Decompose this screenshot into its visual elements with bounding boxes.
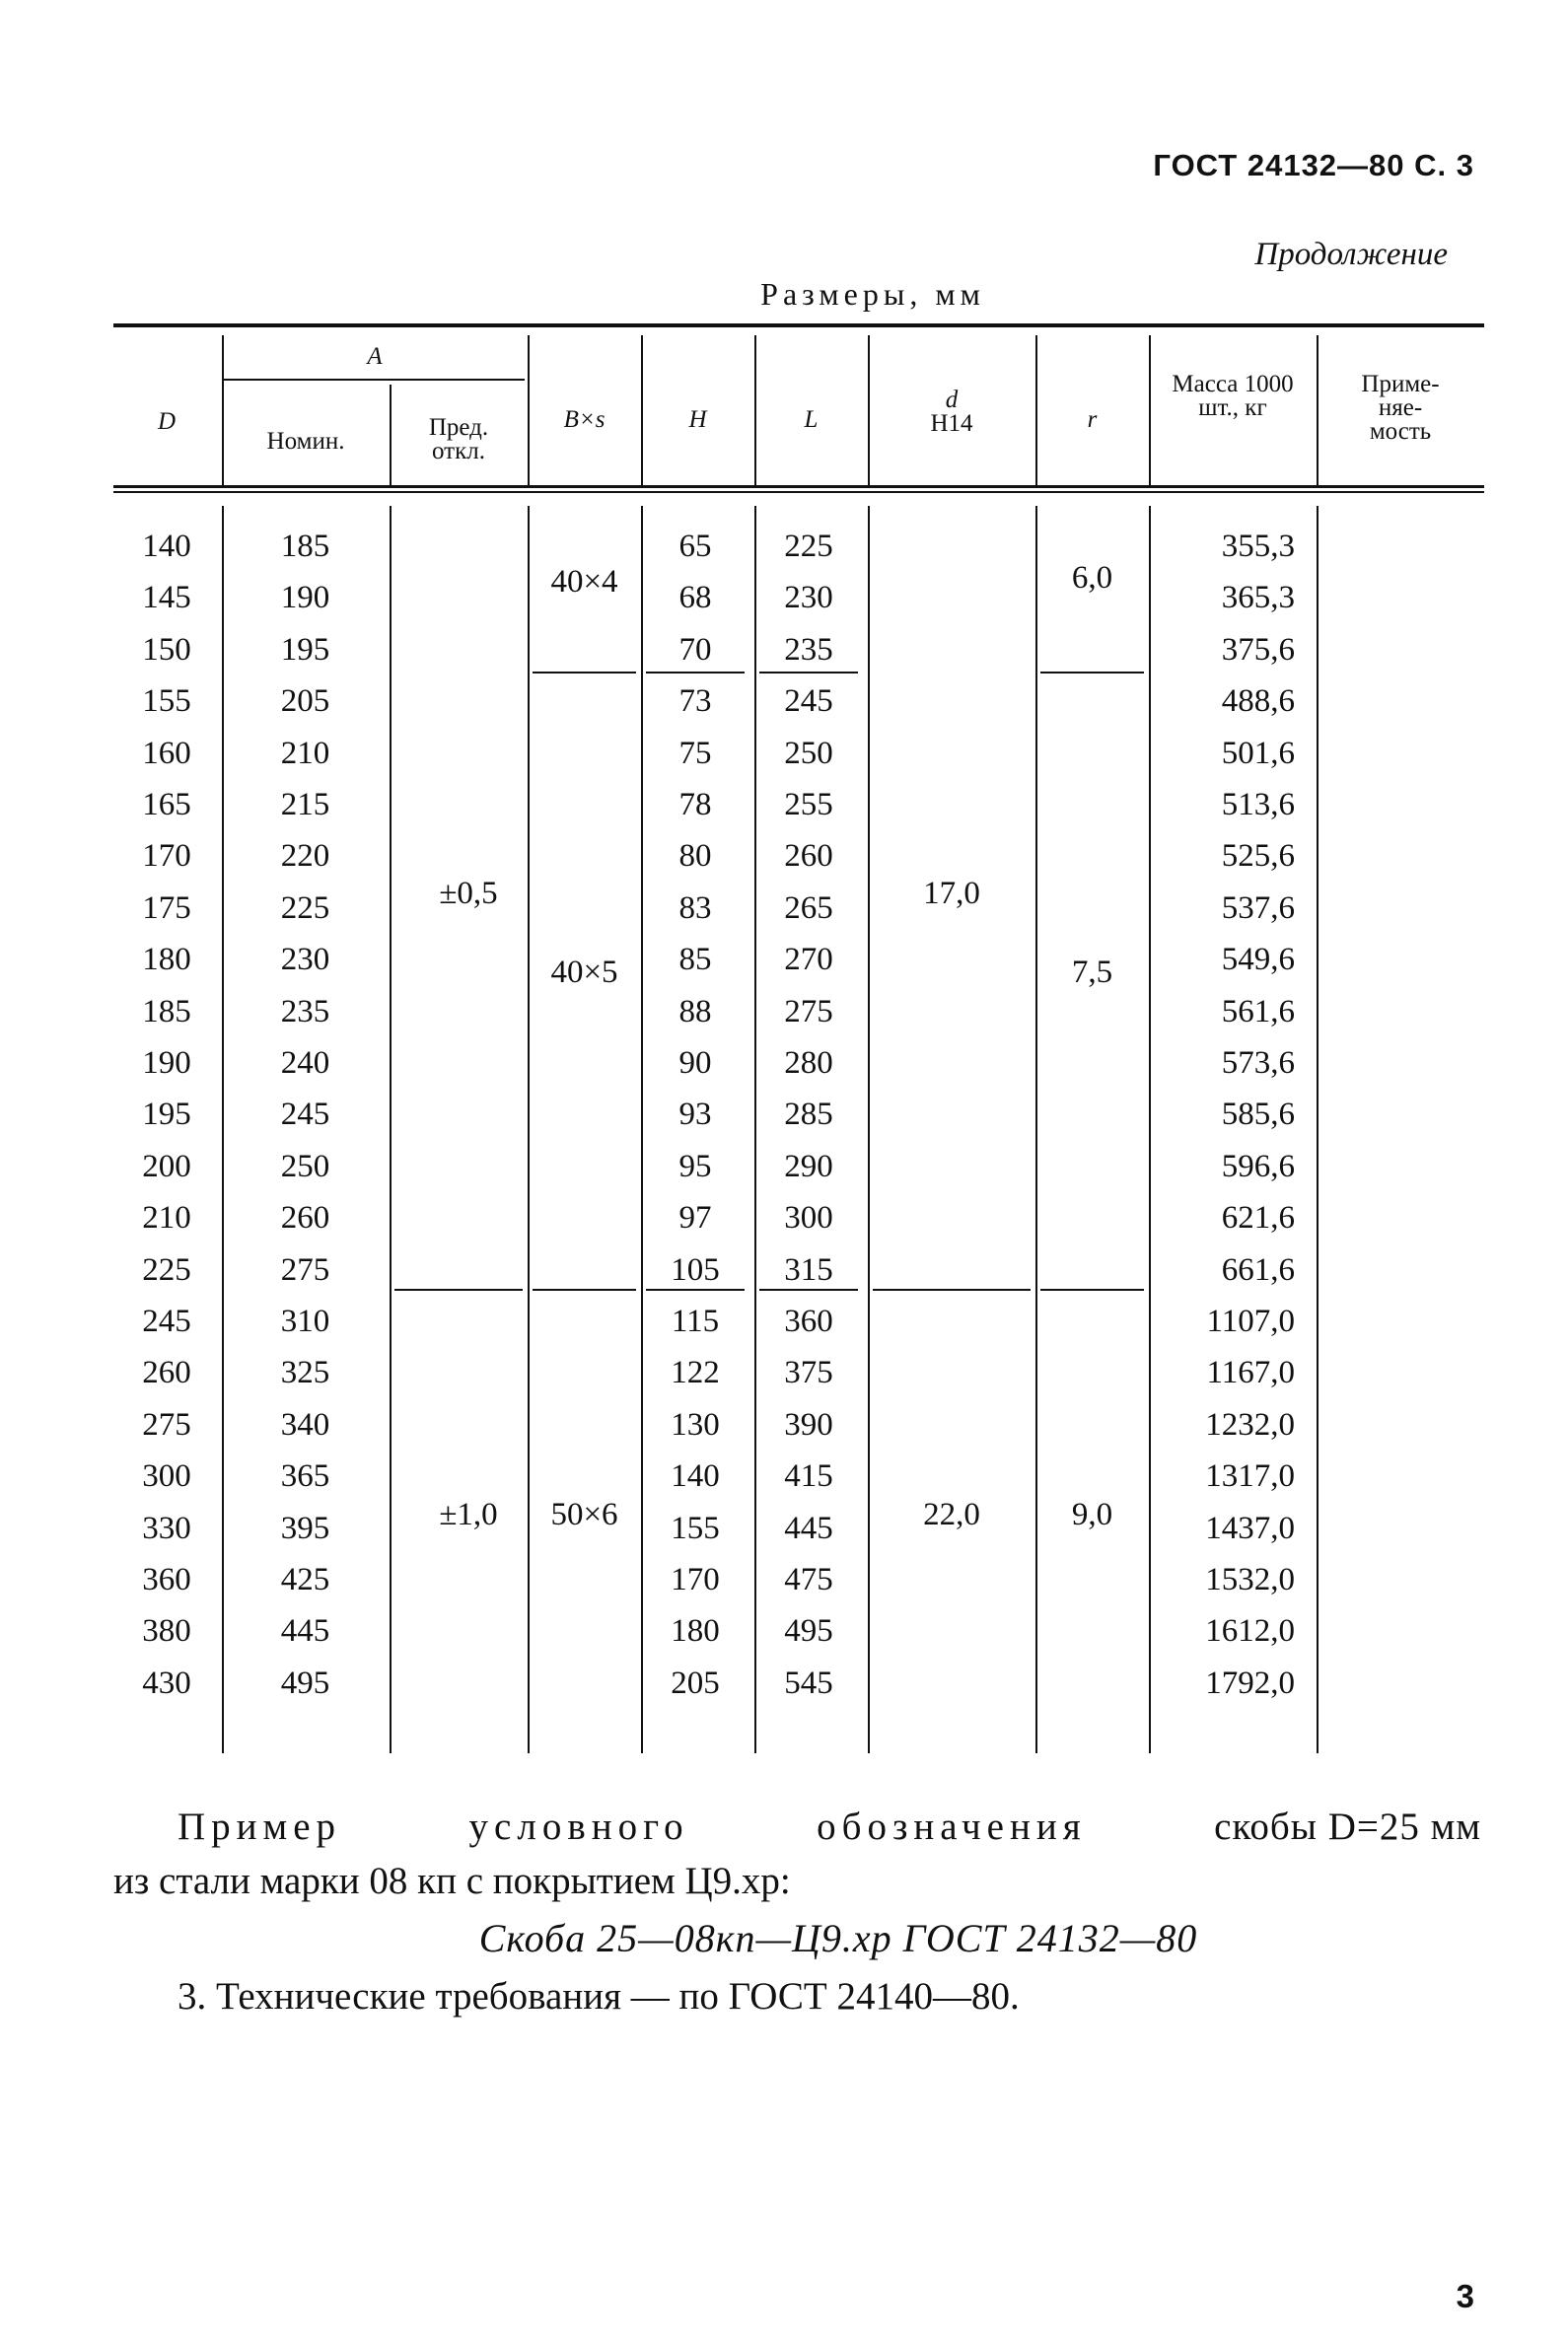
table-cell-l: 265 bbox=[784, 889, 833, 926]
table-cell-h: 97 bbox=[678, 1200, 712, 1237]
table-cell-d: 145 bbox=[142, 580, 191, 616]
table-cell-h: 122 bbox=[671, 1355, 720, 1391]
table-cell-mass: 1167,0 bbox=[1206, 1355, 1295, 1391]
header-col-rule-6 bbox=[868, 335, 870, 485]
header-col-rule-1 bbox=[222, 335, 224, 485]
header-col-rule-2 bbox=[390, 385, 392, 485]
table-cell-a: 220 bbox=[280, 838, 330, 875]
example-line-2: из стали марки 08 кп с покрытием Ц9.хр: bbox=[113, 1860, 791, 1902]
table-cell-a: 445 bbox=[280, 1613, 330, 1650]
table-cell-d: 185 bbox=[142, 993, 191, 1029]
header-col-rule-8 bbox=[1149, 335, 1151, 485]
body-col-rule-6 bbox=[868, 506, 870, 1753]
table-cell-a: 190 bbox=[280, 580, 330, 616]
table-cell-d: 170 bbox=[142, 838, 191, 875]
table-cell-h: 65 bbox=[678, 529, 712, 564]
table-cell-a: 185 bbox=[280, 529, 330, 564]
table-cell-a: 195 bbox=[280, 631, 330, 668]
table-cell-mass: 1107,0 bbox=[1206, 1304, 1295, 1339]
d-hole-group-2: 22,0 bbox=[923, 1497, 980, 1532]
header-col-rule-5 bbox=[754, 335, 756, 485]
example-word-4: скобы D=25 мм bbox=[1214, 1806, 1481, 1848]
table-cell-l: 280 bbox=[784, 1045, 833, 1081]
header-a-nominal: Номин. bbox=[266, 428, 345, 455]
group-divider-l-1 bbox=[759, 672, 858, 673]
table-cell-mass: 501,6 bbox=[1221, 735, 1295, 771]
table-cell-a: 340 bbox=[280, 1406, 330, 1443]
table-cell-l: 285 bbox=[784, 1097, 833, 1133]
table-cell-h: 80 bbox=[678, 838, 712, 875]
table-cell-a: 205 bbox=[280, 683, 330, 720]
example-word-1: Пример bbox=[178, 1806, 342, 1848]
table-cell-d: 210 bbox=[142, 1200, 191, 1237]
table-cell-l: 275 bbox=[784, 993, 833, 1029]
table-cell-h: 95 bbox=[678, 1148, 712, 1184]
table-cell-l: 545 bbox=[784, 1665, 833, 1701]
body-col-rule-9 bbox=[1317, 506, 1319, 1753]
table-cell-mass: 661,6 bbox=[1221, 1251, 1295, 1288]
group-divider-dhole bbox=[873, 1289, 1031, 1291]
table-cell-d: 155 bbox=[142, 683, 191, 720]
table-cell-l: 415 bbox=[784, 1458, 833, 1495]
table-cell-a: 325 bbox=[280, 1355, 330, 1391]
group-divider-bxs-1 bbox=[533, 672, 636, 673]
group-divider-r-2 bbox=[1040, 1289, 1144, 1291]
table-cell-l: 390 bbox=[784, 1406, 833, 1443]
group-divider-h-1 bbox=[646, 672, 745, 673]
table-cell-mass: 488,6 bbox=[1221, 683, 1295, 720]
table-cell-mass: 621,6 bbox=[1221, 1200, 1295, 1237]
table-cell-d: 225 bbox=[142, 1251, 191, 1288]
header-a-tolerance: Пред. откл. bbox=[428, 414, 489, 464]
header-col-rule-3 bbox=[528, 335, 530, 485]
table-cell-mass: 585,6 bbox=[1221, 1097, 1295, 1133]
header-col-rule-4 bbox=[641, 335, 643, 485]
table-cell-d: 150 bbox=[142, 631, 191, 668]
group-divider-tol bbox=[394, 1289, 523, 1291]
body-col-rule-4 bbox=[641, 506, 643, 1753]
table-cell-h: 205 bbox=[671, 1665, 720, 1701]
header-mass: Масса 1000 шт., кг bbox=[1172, 371, 1294, 421]
table-cell-d: 175 bbox=[142, 889, 191, 926]
table-cell-h: 170 bbox=[671, 1562, 720, 1597]
group-divider-r-1 bbox=[1040, 672, 1144, 673]
table-cell-h: 88 bbox=[678, 993, 712, 1029]
table-cell-d: 360 bbox=[142, 1562, 191, 1597]
table-cell-l: 290 bbox=[784, 1148, 833, 1184]
body-col-rule-7 bbox=[1035, 506, 1037, 1753]
bxs-group-1: 40×4 bbox=[550, 564, 618, 600]
table-cell-mass: 1437,0 bbox=[1205, 1510, 1295, 1546]
table-cell-mass: 549,6 bbox=[1221, 942, 1295, 978]
group-divider-l-2 bbox=[759, 1289, 858, 1291]
table-cell-a: 215 bbox=[280, 787, 330, 822]
table-cell-mass: 1317,0 bbox=[1205, 1458, 1295, 1495]
table-cell-h: 75 bbox=[678, 735, 712, 771]
table-cell-l: 235 bbox=[784, 631, 833, 668]
table-cell-d: 160 bbox=[142, 735, 191, 771]
bxs-group-3: 50×6 bbox=[550, 1497, 618, 1532]
table-cell-a: 235 bbox=[280, 993, 330, 1029]
table-cell-d: 140 bbox=[142, 529, 191, 564]
body-col-rule-5 bbox=[754, 506, 756, 1753]
header-d-hole: d bbox=[945, 387, 959, 413]
header-r: r bbox=[1087, 406, 1098, 433]
table-cell-h: 83 bbox=[678, 889, 712, 926]
table-cell-mass: 573,6 bbox=[1221, 1045, 1295, 1081]
r-group-2: 7,5 bbox=[1071, 955, 1113, 990]
table-cell-h: 180 bbox=[671, 1613, 720, 1650]
d-hole-group-1: 17,0 bbox=[923, 876, 980, 911]
table-cell-a: 365 bbox=[280, 1458, 330, 1495]
group-divider-h-2 bbox=[646, 1289, 745, 1291]
table-cell-mass: 1532,0 bbox=[1205, 1562, 1295, 1597]
body-col-rule-2 bbox=[390, 506, 392, 1753]
table-cell-mass: 1792,0 bbox=[1205, 1665, 1295, 1701]
example-line-1 bbox=[178, 1805, 1481, 1849]
header-a: A bbox=[367, 343, 383, 370]
table-cell-d: 190 bbox=[142, 1045, 191, 1081]
header-l: L bbox=[804, 406, 819, 433]
table-cell-mass: 537,6 bbox=[1221, 889, 1295, 926]
table-cell-h: 68 bbox=[678, 580, 712, 616]
table-cell-l: 270 bbox=[784, 942, 833, 978]
table-cell-h: 73 bbox=[678, 683, 712, 720]
table-cell-a: 395 bbox=[280, 1510, 330, 1546]
table-cell-mass: 525,6 bbox=[1221, 838, 1295, 875]
table-cell-l: 225 bbox=[784, 529, 833, 564]
table-cell-l: 255 bbox=[784, 787, 833, 822]
table-cell-h: 93 bbox=[678, 1097, 712, 1133]
header-bottom-rule-2 bbox=[113, 491, 1484, 493]
table-cell-a: 245 bbox=[280, 1097, 330, 1133]
table-cell-l: 300 bbox=[784, 1200, 833, 1237]
header-col-rule-9 bbox=[1317, 335, 1319, 485]
table-cell-mass: 513,6 bbox=[1221, 787, 1295, 822]
body-col-rule-3 bbox=[528, 506, 530, 1753]
page-number: 3 bbox=[1456, 2278, 1474, 2314]
table-cell-l: 475 bbox=[784, 1562, 833, 1597]
table-cell-d: 430 bbox=[142, 1665, 191, 1701]
technical-requirements: 3. Технические требования — по ГОСТ 24140—80. bbox=[178, 1975, 1020, 2018]
table-cell-l: 315 bbox=[784, 1251, 833, 1288]
table-cell-h: 78 bbox=[678, 787, 712, 822]
table-cell-mass: 365,3 bbox=[1221, 580, 1295, 616]
table-cell-d: 200 bbox=[142, 1148, 191, 1184]
header-h: H bbox=[688, 406, 707, 433]
table-cell-mass: 355,3 bbox=[1221, 529, 1295, 564]
table-cell-h: 155 bbox=[671, 1510, 720, 1546]
table-cell-d: 165 bbox=[142, 787, 191, 822]
table-cell-d: 300 bbox=[142, 1458, 191, 1495]
table-cell-l: 250 bbox=[784, 735, 833, 771]
table-cell-l: 445 bbox=[784, 1510, 833, 1546]
sizes-caption: Размеры, мм bbox=[760, 276, 985, 312]
table-cell-a: 275 bbox=[280, 1251, 330, 1288]
table-cell-h: 130 bbox=[671, 1406, 720, 1443]
table-cell-mass: 375,6 bbox=[1221, 631, 1295, 668]
table-cell-l: 245 bbox=[784, 683, 833, 720]
tolerance-group-1: ±0,5 bbox=[439, 876, 498, 911]
tolerance-group-2: ±1,0 bbox=[439, 1497, 498, 1532]
header-bxs: B×s bbox=[563, 406, 606, 433]
bxs-group-2: 40×5 bbox=[550, 955, 618, 990]
r-group-1: 6,0 bbox=[1071, 560, 1113, 596]
dimensions-table bbox=[113, 323, 1484, 1763]
table-cell-h: 85 bbox=[678, 942, 712, 978]
table-cell-h: 90 bbox=[678, 1045, 712, 1081]
example-word-2: условного bbox=[468, 1806, 689, 1848]
example-word-3: обозначения bbox=[817, 1806, 1087, 1848]
table-cell-d: 245 bbox=[142, 1304, 191, 1339]
r-group-3: 9,0 bbox=[1071, 1497, 1113, 1532]
table-cell-mass: 561,6 bbox=[1221, 993, 1295, 1029]
header-a-rule bbox=[224, 379, 525, 381]
table-cell-d: 330 bbox=[142, 1510, 191, 1546]
header-bottom-rule bbox=[113, 485, 1484, 488]
header-d-hole-tolerance: H14 bbox=[930, 410, 973, 437]
table-cell-d: 180 bbox=[142, 942, 191, 978]
table-top-rule bbox=[113, 323, 1484, 327]
table-cell-a: 250 bbox=[280, 1148, 330, 1184]
table-cell-a: 210 bbox=[280, 735, 330, 771]
body-col-rule-8 bbox=[1149, 506, 1151, 1753]
table-cell-mass: 1232,0 bbox=[1205, 1406, 1295, 1443]
table-cell-a: 425 bbox=[280, 1562, 330, 1597]
table-cell-d: 275 bbox=[142, 1406, 191, 1443]
table-cell-a: 310 bbox=[280, 1304, 330, 1339]
table-cell-a: 230 bbox=[280, 942, 330, 978]
table-cell-a: 260 bbox=[280, 1200, 330, 1237]
table-cell-a: 495 bbox=[280, 1665, 330, 1701]
header-col-rule-7 bbox=[1035, 335, 1037, 485]
table-cell-h: 105 bbox=[671, 1251, 720, 1288]
table-cell-l: 495 bbox=[784, 1613, 833, 1650]
table-cell-h: 70 bbox=[678, 631, 712, 668]
table-cell-d: 195 bbox=[142, 1097, 191, 1133]
header-d: D bbox=[157, 408, 177, 435]
table-cell-h: 140 bbox=[671, 1458, 720, 1495]
group-divider-bxs-2 bbox=[533, 1289, 636, 1291]
body-col-rule-1 bbox=[222, 506, 224, 1753]
designation-example: Скоба 25—08кп—Ц9.хр ГОСТ 24132—80 bbox=[478, 1916, 1198, 1960]
table-cell-l: 375 bbox=[784, 1355, 833, 1391]
table-cell-l: 230 bbox=[784, 580, 833, 616]
table-cell-h: 115 bbox=[671, 1304, 720, 1339]
table-cell-a: 240 bbox=[280, 1045, 330, 1081]
continuation-label: Продолжение bbox=[1254, 237, 1448, 272]
header-applicability: Приме- няе- мость bbox=[1361, 371, 1440, 445]
table-cell-l: 360 bbox=[784, 1304, 833, 1339]
table-cell-d: 260 bbox=[142, 1355, 191, 1391]
table-cell-mass: 596,6 bbox=[1221, 1148, 1295, 1184]
table-cell-a: 225 bbox=[280, 889, 330, 926]
table-cell-d: 380 bbox=[142, 1613, 191, 1650]
table-cell-mass: 1612,0 bbox=[1205, 1613, 1295, 1650]
table-cell-l: 260 bbox=[784, 838, 833, 875]
page-header: ГОСТ 24132—80 С. 3 bbox=[1153, 148, 1474, 182]
